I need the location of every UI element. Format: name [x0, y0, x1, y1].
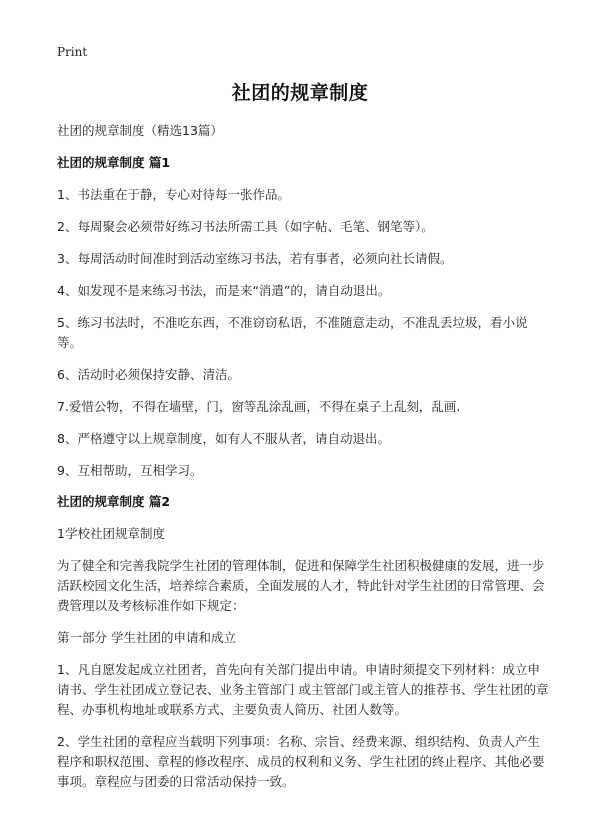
section-heading: 社团的规章制度 篇1	[57, 155, 171, 170]
document-subtitle: 社团的规章制度（精选13篇）	[57, 123, 223, 138]
document-body	[57, 121, 549, 804]
rule-paragraph: 3、每周活动时间准时到活动室练习书法，若有事者，必须向社长请假。	[57, 251, 453, 266]
rule-paragraph: 8、严格遵守以上规章制度，如有人不服从者，请自动退出。	[57, 431, 390, 446]
body-paragraph: 1学校社团规章制度	[57, 526, 165, 541]
print-link[interactable]: Print	[57, 45, 88, 59]
rule-paragraph: 4、如发现不是来练习书法，而是来“消遣”的，请自动退出。	[57, 283, 391, 298]
rule-paragraph: 9、互相帮助，互相学习。	[57, 463, 203, 478]
rule-paragraph: 2、每周聚会必须带好练习书法所需工具（如字帖、毛笔、钢笔等）。	[57, 219, 434, 234]
section-heading: 社团的规章制度 篇2	[57, 494, 171, 509]
rule-paragraph: 1、书法重在于静，专心对待每一张作品。	[57, 187, 290, 202]
rule-paragraph: 6、活动时必须保持安静、清洁。	[57, 367, 240, 382]
document-title: 社团的规章制度	[231, 82, 369, 104]
body-paragraph: 2、学生社团的章程应当载明下列事项：名称、宗旨、经费来源、组织结构、负责人产生程序和职权范围、章程的修改程序、成员的权利和义务、学生社团的终止程序、其他必要事项。章程应与团委的日常活动保持一致。	[57, 734, 545, 789]
body-paragraph: 第一部分 学生社团的申请和成立	[57, 630, 236, 645]
body-paragraph: 为了健全和完善我院学生社团的管理体制，促进和保障学生社团积极健康的发展，进一步活跃校园文化生活，培养综合素质，全面发展的人才，特此针对学生社团的日常管理、会费管理以及考核标准作如下规定：	[57, 558, 545, 613]
body-paragraph: 1、凡自愿发起成立社团者，首先向有关部门提出申请。申请时须提交下列材料：成立申请书、学生社团成立登记表、业务主管部门 或主管部门或主管人的推荐书、学生社团的章程、办事机构地址或联系方式、主要负责人简历、社团人数等。	[57, 662, 549, 717]
rule-paragraph: 7.爱惜公物，不得在墙壁，门，窗等乱涂乱画，不得在桌子上乱刻，乱画.	[57, 399, 461, 414]
rule-paragraph: 5、练习书法时，不准吃东西，不准窃窃私语，不准随意走动，不准乱丢垃圾，看小说等。	[57, 315, 528, 350]
